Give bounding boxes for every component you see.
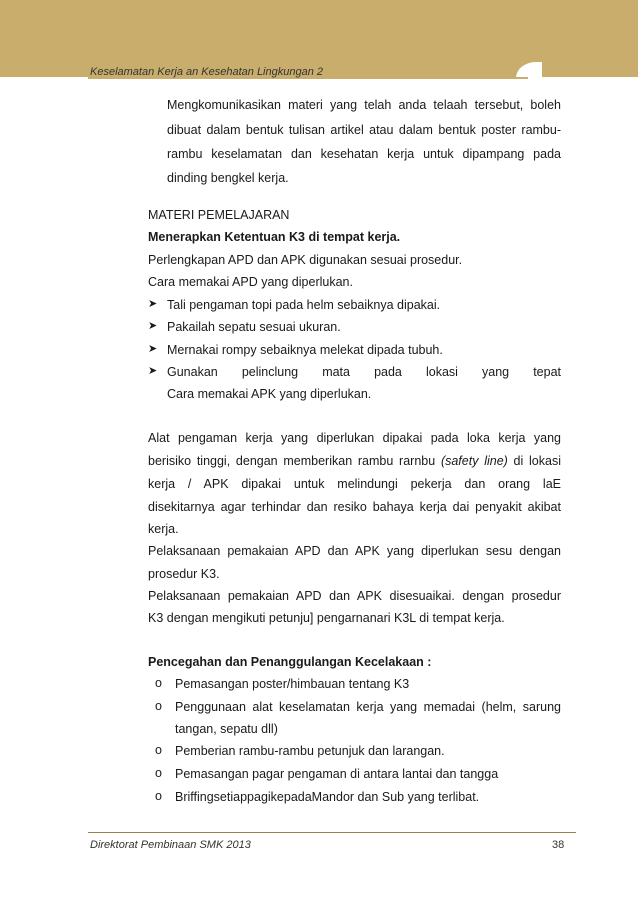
circle-bullet-icon: o (155, 789, 162, 803)
circle-bullet-icon: o (155, 676, 162, 690)
prevention-item: Pemberian rambu-rambu petunjuk dan larangan. (175, 744, 445, 758)
para-line-8: Pelaksanaan pemakaian APD dan APK disesuaikai. dengan prosedur (148, 589, 561, 603)
para-line-6: Pelaksanaan pemakaian APD dan APK yang diperlukan sesu dengan (148, 544, 561, 558)
prevention-item: Penggunaan alat keselamatan kerja yang memadai (helm, sarung (175, 700, 561, 714)
para-line-1: Alat pengaman kerja yang diperlukan dipakai pada loka kerja yang (148, 431, 561, 445)
arrow-bullet-icon: ➤ (148, 365, 158, 377)
intro-line-4: dinding bengkel kerja. (167, 171, 289, 185)
intro-line-1: Mengkomunikasikan materi yang telah anda telaah tersebut, boleh (167, 98, 561, 112)
prevention-heading: Pencegahan dan Penanggulangan Kecelakaan : (148, 655, 432, 669)
circle-bullet-icon: o (155, 743, 162, 757)
bullet-item: Gunakan pelinclung mata pada lokasi yang tepat (167, 365, 561, 379)
para-line-7: prosedur K3. (148, 567, 220, 581)
bullet-item: Pakailah sepatu sesuai ukuran. (167, 320, 341, 334)
circle-bullet-icon: o (155, 699, 162, 713)
footer-text: Direktorat Pembinaan SMK 2013 (90, 839, 251, 851)
para-line-9: K3 dengan mengikuti petunju] pengarnanari K3L di tempat kerja. (148, 611, 505, 625)
footer-rule (88, 832, 576, 833)
prevention-item-continuation: tangan, sepatu dll) (175, 722, 278, 736)
para-line-2: berisiko tinggi, dengan memberikan rambu rarnbu (safety line) di lokasi (148, 454, 561, 468)
prevention-item: BriffingsetiappagikepadaMandor dan Sub yang terlibat. (175, 790, 480, 804)
para-line-3: kerja / APK dipakai untuk melindungi pekerja dan orang laE (148, 477, 561, 491)
running-header: Keselamatan Kerja an Kesehatan Lingkungan 2 (90, 66, 324, 78)
intro-line-3: rambu keselamatan dan kesehatan kerja untuk dipampang pada (167, 147, 561, 161)
bullet-item: Mernakai rompy sebaiknya melekat dipada tubuh. (167, 343, 443, 357)
bullet-item-continuation: Cara memakai APK yang diperlukan. (167, 387, 372, 401)
circle-bullet-icon: o (155, 766, 162, 780)
page-number: 38 (552, 839, 565, 851)
prevention-item: Pemasangan pagar pengaman di antara lantai dan tangga (175, 767, 499, 781)
prevention-item: Pemasangan poster/himbauan tentang K3 (175, 677, 410, 691)
section-heading: MATERI PEMELAJARAN (148, 208, 290, 222)
arrow-bullet-icon: ➤ (148, 343, 158, 355)
para-line-4: disekitarnya agar terhindar dan resiko bahaya kerja dai penyakit akibat (148, 500, 561, 514)
materi-line-1: Perlengkapan APD dan APK digunakan sesuai prosedur. (148, 253, 463, 267)
para-line-5: kerja. (148, 522, 179, 536)
intro-line-2: dibuat dalam bentuk tulisan artikel atau dalam bentuk poster rambu- (167, 123, 561, 137)
arrow-bullet-icon: ➤ (148, 320, 158, 332)
section-subheading: Menerapkan Ketentuan K3 di tempat kerja. (148, 230, 401, 244)
arrow-bullet-icon: ➤ (148, 298, 158, 310)
bullet-item: Tali pengaman topi pada helm sebaiknya dipakai. (167, 298, 441, 312)
materi-line-2: Cara memakai APD yang diperlukan. (148, 275, 353, 289)
